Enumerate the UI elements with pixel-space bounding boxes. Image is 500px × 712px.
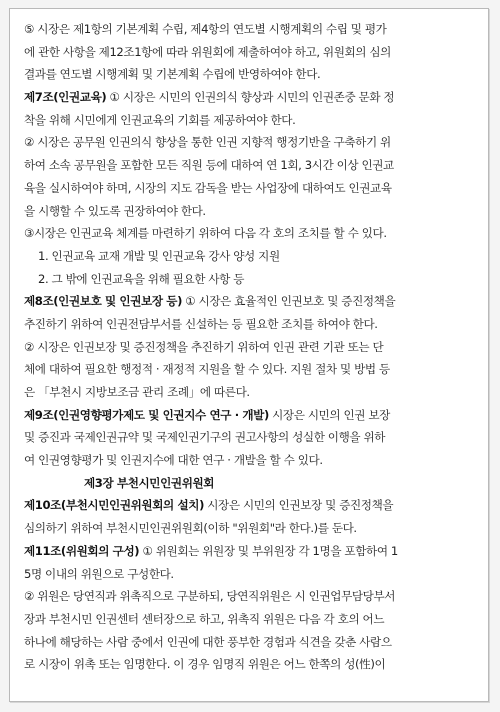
line-text: 에 관한 사항을 제12조1항에 따라 위원회에 제출하여야 하고, 위원회의 심의 <box>24 44 391 59</box>
line-text: 체에 대하여 필요한 행정적 · 재정적 지원을 할 수 있다. 지원 절차 및 방법 등 <box>24 362 390 377</box>
text-line <box>24 653 480 676</box>
text-line <box>24 313 480 336</box>
text-line <box>24 608 480 631</box>
article-heading: 제7조(인권교육) <box>24 90 107 105</box>
line-text: ② 시장은 인권보장 및 증진정책을 추진하기 위하여 인권 관련 기관 또는 단 <box>24 339 384 354</box>
text-line <box>24 517 480 540</box>
line-text: 추진하기 위하여 인권전담부서를 신설하는 등 필요한 조치를 하여야 한다. <box>24 316 378 331</box>
line-text: 심의하기 위하여 부천시민인권위원회(이하 "위원회"라 한다.)를 둔다. <box>24 521 357 536</box>
text-line <box>24 426 480 449</box>
line-text: ⑤ 시장은 제1항의 기본계획 수립, 제4항의 연도별 시행계획의 수립 및 평가 <box>24 22 387 36</box>
article-heading: 제10조(부천시민인권위원회의 설치) <box>24 498 204 513</box>
line-text: 하여 소속 공무원을 포함한 모든 직원 등에 대하여 연 1회, 3시간 이상 인권교 <box>24 158 394 173</box>
text-line <box>24 563 480 586</box>
text-line <box>24 154 480 177</box>
line-text: ② 위원은 당연직과 위촉직으로 구분하되, 당연직위원은 시 인권업무담당부서 <box>24 589 396 604</box>
line-text: 5명 이내의 위원으로 구성한다. <box>24 566 174 581</box>
text-line <box>24 18 480 41</box>
chapter-heading <box>24 472 480 495</box>
text-line <box>24 63 480 86</box>
text-line <box>24 494 480 517</box>
line-text: 1. 인권교육 교재 개발 및 인권교육 강사 양성 지원 <box>38 248 280 263</box>
line-text: ① 시장은 효율적인 인권보호 및 증진정책을 <box>181 294 396 309</box>
line-text: 착을 위해 시민에게 인권교육의 기회를 제공하여야 한다. <box>24 112 296 127</box>
text-line <box>24 41 480 64</box>
text-line <box>24 245 480 268</box>
line-text: 장과 부천시민 인권센터 센터장으로 하고, 위촉직 위원은 다음 각 호의 어느 <box>24 611 385 626</box>
line-text: 시장은 시민의 인권보장 및 증진정책을 <box>203 498 394 513</box>
text-line <box>24 222 480 245</box>
line-text: 을 시행할 수 있도록 권장하여야 한다. <box>24 203 206 218</box>
text-line <box>24 381 480 404</box>
document-page <box>9 8 489 702</box>
article-heading: 제3장 부천시민인권위원회 <box>84 475 215 490</box>
text-line <box>24 86 480 109</box>
text-line <box>24 109 480 132</box>
line-text: 육을 실시하여야 하며, 시장의 지도 감독을 받는 사업장에 대하여도 인권교육 <box>24 180 392 195</box>
text-line <box>24 540 480 563</box>
text-line <box>24 200 480 223</box>
text-line <box>24 268 480 291</box>
line-text: 여 인권영향평가 및 인권지수에 대한 연구 · 개발을 할 수 있다. <box>24 453 323 468</box>
line-text: 2. 그 밖에 인권교육을 위해 필요한 사항 등 <box>38 271 245 286</box>
line-text: 결과를 연도별 시행계획 및 기본계획 수립에 반영하여야 한다. <box>24 67 321 82</box>
text-line <box>24 177 480 200</box>
text-line <box>24 336 480 359</box>
line-text: 시장은 시민의 인권 보장 <box>268 407 390 422</box>
article-heading: 제11조(위원회의 구성) <box>24 543 140 558</box>
line-text: ③시장은 인권교육 체계를 마련하기 위하여 다음 각 호의 조치를 할 수 있다. <box>24 226 387 241</box>
text-line <box>24 404 480 427</box>
line-text: 하나에 해당하는 사람 중에서 인권에 대한 풍부한 경험과 식견을 갖춘 사람으 <box>24 634 392 649</box>
document-body <box>24 18 480 676</box>
line-text: 은 「부천시 지방보조금 관리 조례」에 따른다. <box>24 385 250 399</box>
article-heading: 제8조(인권보호 및 인권보장 등) <box>24 294 182 309</box>
line-text: 및 증진과 국제인권규약 및 국제인권기구의 권고사항의 성실한 이행을 위하 <box>24 430 386 445</box>
text-line <box>24 449 480 472</box>
line-text: ① 시장은 시민의 인권의식 향상과 시민의 인권존중 문화 정 <box>106 90 395 105</box>
text-line <box>24 358 480 381</box>
text-line <box>24 631 480 654</box>
line-text: ② 시장은 공무원 인권의식 향상을 통한 인권 지향적 행정기반을 구축하기 위 <box>24 135 391 150</box>
article-heading: 제9조(인권영향평가제도 및 인권지수 연구 · 개발) <box>24 407 269 422</box>
line-text: ① 위원회는 위원장 및 부위원장 각 1명을 포함하여 1 <box>139 543 398 558</box>
text-line <box>24 585 480 608</box>
line-text: 로 시장이 위촉 또는 임명한다. 이 경우 임명직 위원은 어느 한쪽의 성(性)이 <box>24 657 386 672</box>
text-line <box>24 290 480 313</box>
text-line <box>24 131 480 154</box>
